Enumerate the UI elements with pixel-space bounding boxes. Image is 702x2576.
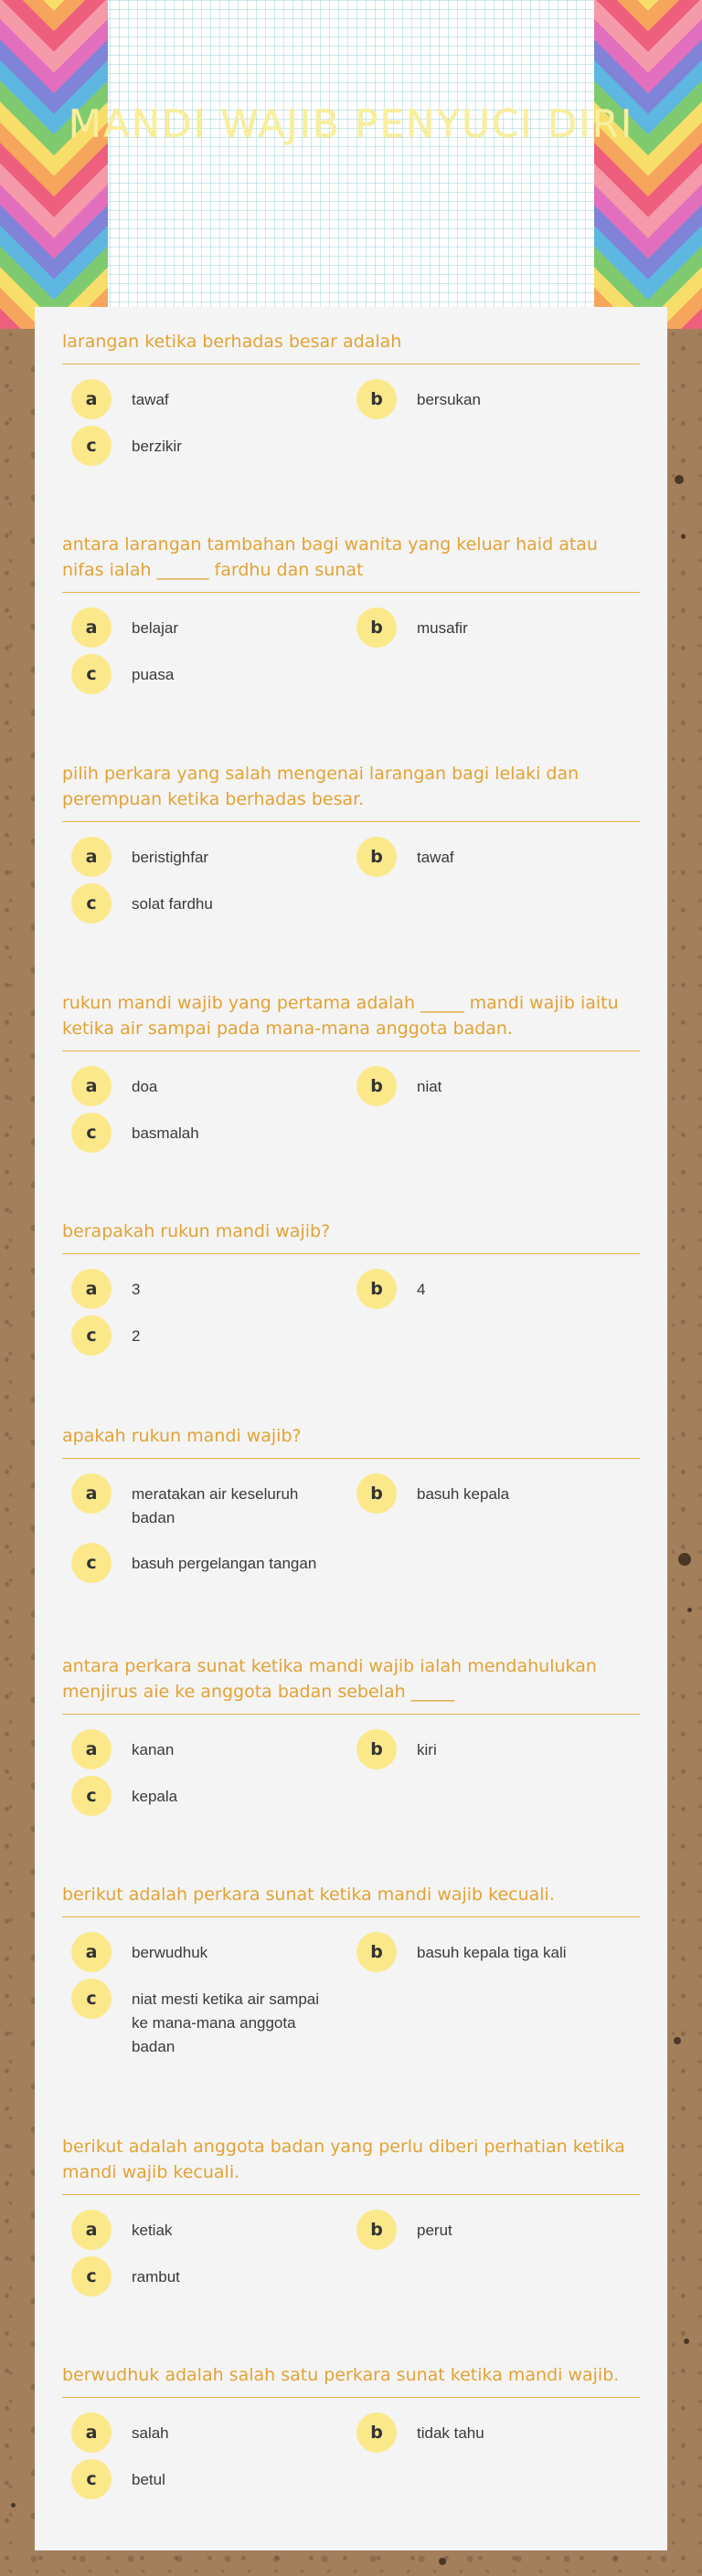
option-badge: a [71,1066,112,1106]
header-banner [0,0,702,329]
option-label: bersukan [417,391,481,408]
option-a[interactable] [71,1473,333,1530]
option-badge: c [71,1776,112,1816]
ink-dot [11,2503,16,2507]
question-5 [62,1219,640,1346]
question-text: apakah rukun mandi wajib? [62,1423,640,1459]
option-c[interactable] [71,2256,333,2296]
option-a[interactable] [71,2412,333,2453]
option-label: kanan [132,1741,175,1758]
option-badge: b [356,2210,397,2250]
option-badge: c [71,654,112,694]
option-c[interactable] [71,1543,388,1583]
option-label: musafir [417,619,468,637]
question-9 [62,2134,640,2286]
option-label: berzikir [132,438,182,455]
option-label: puasa [132,666,175,683]
question-text: berwudhuk adalah salah satu perkara sunat ketika mandi wajib. [62,2362,640,2398]
question-text: berikut adalah anggota badan yang perlu diberi perhatian ketika mandi wajib kecuali. [62,2134,640,2195]
option-label: solat fardhu [132,895,213,913]
question-4 [62,990,640,1143]
option-c[interactable] [71,883,333,924]
option-badge: a [71,1729,112,1769]
ink-dot [681,534,686,539]
option-badge: b [356,837,397,877]
option-badge: b [356,1932,397,1972]
option-badge: b [356,1066,397,1106]
ink-dot [439,2558,446,2565]
option-label: doa [132,1078,158,1095]
question-text: rukun mandi wajib yang pertama adalah _____ mandi wajib iaitu ketika air sampai pada mana-mana anggota badan. [62,990,640,1051]
option-label: 3 [132,1281,141,1298]
option-b[interactable] [356,1269,618,1309]
option-badge: a [71,2412,112,2453]
option-a[interactable] [71,379,333,419]
ink-dot [687,1608,692,1612]
option-badge: c [71,2256,112,2296]
option-badge: a [71,1473,112,1514]
option-label: 2 [132,1327,141,1345]
option-b[interactable] [356,379,618,419]
question-text: antara larangan tambahan bagi wanita yang keluar haid atau nifas ialah ______ fardhu dan sunat [62,532,640,593]
page-title: MANDI WAJIB PENYUCI DIRI [68,101,634,146]
option-label: niat [417,1078,442,1095]
option-label: basuh pergelangan tangan [132,1555,317,1572]
option-badge: a [71,1269,112,1309]
option-label: ketiak [132,2222,173,2239]
option-a[interactable] [71,2210,333,2250]
option-badge: b [356,607,397,648]
option-b[interactable] [356,607,618,648]
option-badge: b [356,1473,397,1514]
option-b[interactable] [356,1066,618,1106]
question-text: antara perkara sunat ketika mandi wajib ialah mendahulukan menjirus aie ke anggota badan sebelah _____ [62,1653,640,1715]
option-badge: c [71,426,112,466]
option-c[interactable] [71,426,333,466]
option-label: kiri [417,1741,437,1758]
option-badge: c [71,2459,112,2499]
option-label: salah [132,2424,169,2442]
option-b[interactable] [356,2412,618,2453]
option-label: niat mesti ketika air sampai ke mana-mana anggota badan [132,1990,320,2055]
option-label: rambut [132,2268,180,2286]
option-badge: a [71,837,112,877]
option-c[interactable] [71,1776,333,1816]
option-badge: a [71,1932,112,1972]
option-label: basuh kepala [417,1485,510,1503]
option-badge: b [356,379,397,419]
option-b[interactable] [356,2210,618,2250]
option-label: belajar [132,619,179,637]
option-a[interactable] [71,1932,333,1972]
question-1 [62,329,640,456]
question-text: pilih perkara yang salah mengenai larangan bagi lelaki dan perempuan ketika berhadas besar. [62,761,640,822]
option-label: 4 [417,1281,426,1298]
option-badge: c [71,1543,112,1583]
option-badge: b [356,1269,397,1309]
option-c[interactable] [71,1315,333,1356]
option-label: kepala [132,1788,178,1805]
option-c[interactable] [71,2459,333,2499]
option-label: meratakan air keseluruh badan [132,1485,299,1526]
option-label: tidak tahu [417,2424,484,2442]
option-label: beristighfar [132,849,209,866]
option-a[interactable] [71,1066,333,1106]
ink-dot [678,1553,691,1566]
option-a[interactable] [71,1269,333,1309]
option-badge: b [356,1729,397,1769]
ink-dot [674,2037,681,2044]
option-label: perut [417,2222,452,2239]
option-c[interactable] [71,654,333,694]
option-c[interactable] [71,1979,333,2059]
option-b[interactable] [356,837,618,877]
option-badge: a [71,2210,112,2250]
option-a[interactable] [71,607,333,648]
chevron-pattern-right [594,0,702,329]
option-b[interactable] [356,1932,618,1972]
quiz-card [35,307,667,2550]
option-label: berwudhuk [132,1944,208,1961]
question-8 [62,1882,640,2055]
option-a[interactable] [71,1729,333,1769]
option-label: betul [132,2471,165,2488]
option-label: tawaf [132,391,169,408]
option-badge: c [71,1315,112,1356]
option-badge: c [71,1979,112,2019]
ink-dot [684,2338,689,2344]
option-label: basuh kepala tiga kali [417,1944,567,1961]
option-c[interactable] [71,1113,333,1153]
question-text: larangan ketika berhadas besar adalah [62,329,640,364]
question-6 [62,1423,640,1573]
question-text: berikut adalah perkara sunat ketika mandi wajib kecuali. [62,1882,640,1917]
option-badge: c [71,1113,112,1153]
chevron-pattern-left [0,0,108,329]
option-badge: b [356,2412,397,2453]
option-a[interactable] [71,837,333,877]
question-10 [62,2362,640,2489]
ink-dot [675,475,684,484]
option-badge: a [71,379,112,419]
option-b[interactable] [356,1729,618,1769]
question-7 [62,1653,640,1806]
option-badge: a [71,607,112,648]
option-badge: c [71,883,112,924]
question-3 [62,761,640,913]
option-label: tawaf [417,849,454,866]
question-text: berapakah rukun mandi wajib? [62,1219,640,1254]
option-b[interactable] [356,1473,618,1514]
option-label: basmalah [132,1124,199,1142]
question-2 [62,532,640,684]
